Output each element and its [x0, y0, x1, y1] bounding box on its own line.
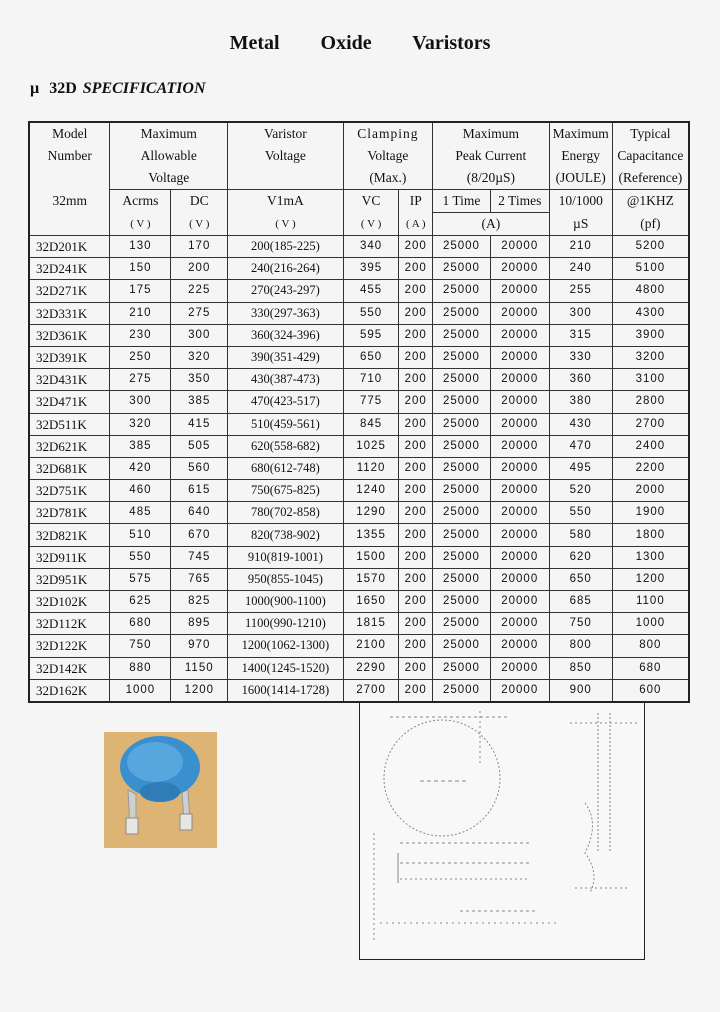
cell-acrms: 680	[110, 613, 171, 635]
varistor-photo	[104, 732, 217, 848]
cell-acrms: 625	[110, 591, 171, 613]
cell-acrms: 250	[110, 346, 171, 368]
cell-acrms: 275	[110, 369, 171, 391]
cell-acrms: 1000	[110, 679, 171, 702]
energy-sub-header: 10/1000	[549, 190, 612, 213]
table-row	[29, 657, 689, 679]
cell-capacitance: 4800	[612, 280, 689, 302]
cell-capacitance: 2800	[612, 391, 689, 413]
dimension-drawing-graphic	[360, 703, 644, 959]
cell-dc: 745	[171, 546, 228, 568]
spec-label: SPECIFICATION	[82, 80, 206, 97]
clamping-header-3: (Max.)	[343, 167, 432, 190]
cell-ip: 200	[399, 324, 433, 346]
cell-model: 32D271K	[29, 280, 110, 302]
cell-one-time: 25000	[433, 457, 491, 479]
peak-header-3: (8/20µS)	[433, 167, 550, 190]
two-times-header: 2 Times	[490, 190, 549, 213]
acrms-header: Acrms	[110, 190, 171, 213]
table-row	[29, 236, 689, 258]
cell-model: 32D162K	[29, 679, 110, 702]
cell-vc: 1240	[343, 480, 399, 502]
cell-two-times: 20000	[490, 568, 549, 590]
cell-capacitance: 3900	[612, 324, 689, 346]
table-row	[29, 568, 689, 590]
cell-v1ma: 950(855-1045)	[228, 568, 344, 590]
cell-vc: 2100	[343, 635, 399, 657]
unit-ip: ( A )	[399, 213, 433, 236]
cell-ip: 200	[399, 258, 433, 280]
cell-v1ma: 780(702-858)	[228, 502, 344, 524]
table-row	[29, 546, 689, 568]
cell-energy: 430	[549, 413, 612, 435]
table-row	[29, 613, 689, 635]
cell-dc: 615	[171, 480, 228, 502]
cell-dc: 415	[171, 413, 228, 435]
v1ma-header: V1mA	[228, 190, 344, 213]
cell-energy: 550	[549, 502, 612, 524]
peak-header-1: Maximum	[433, 122, 550, 145]
cell-capacitance: 5200	[612, 236, 689, 258]
cell-v1ma: 360(324-396)	[228, 324, 344, 346]
cell-one-time: 25000	[433, 502, 491, 524]
cell-model: 32D681K	[29, 457, 110, 479]
cell-ip: 200	[399, 635, 433, 657]
max-voltage-header-1: Maximum	[110, 122, 228, 145]
cell-energy: 520	[549, 480, 612, 502]
table-row	[29, 480, 689, 502]
section-heading	[30, 80, 206, 98]
cell-v1ma: 390(351-429)	[228, 346, 344, 368]
unit-energy: µS	[549, 213, 612, 236]
cell-dc: 670	[171, 524, 228, 546]
cell-two-times: 20000	[490, 302, 549, 324]
cell-acrms: 880	[110, 657, 171, 679]
page-title: Metal Oxide Varistors	[229, 32, 491, 54]
cell-model: 32D331K	[29, 302, 110, 324]
model-header-2: Number	[29, 145, 110, 167]
cell-vc: 550	[343, 302, 399, 324]
cell-v1ma: 910(819-1001)	[228, 546, 344, 568]
cell-ip: 200	[399, 591, 433, 613]
cell-vc: 340	[343, 236, 399, 258]
table-row	[29, 391, 689, 413]
cell-two-times: 20000	[490, 435, 549, 457]
energy-header-2: Energy	[549, 145, 612, 167]
cell-acrms: 575	[110, 568, 171, 590]
cell-vc: 710	[343, 369, 399, 391]
cell-dc: 825	[171, 591, 228, 613]
table-row	[29, 280, 689, 302]
cell-capacitance: 1100	[612, 591, 689, 613]
cell-ip: 200	[399, 413, 433, 435]
table-row	[29, 324, 689, 346]
cell-capacitance: 1900	[612, 502, 689, 524]
cell-capacitance: 3200	[612, 346, 689, 368]
cell-dc: 300	[171, 324, 228, 346]
cell-v1ma: 820(738-902)	[228, 524, 344, 546]
model-size-header	[29, 190, 110, 236]
cell-acrms: 420	[110, 457, 171, 479]
cell-ip: 200	[399, 236, 433, 258]
varistor-photo-graphic	[104, 732, 217, 848]
cell-one-time: 25000	[433, 679, 491, 702]
cell-energy: 210	[549, 236, 612, 258]
table-row	[29, 524, 689, 546]
cell-one-time: 25000	[433, 657, 491, 679]
cell-v1ma: 620(558-682)	[228, 435, 344, 457]
cell-dc: 640	[171, 502, 228, 524]
cell-one-time: 25000	[433, 635, 491, 657]
cell-ip: 200	[399, 613, 433, 635]
cell-ip: 200	[399, 280, 433, 302]
cell-capacitance: 4300	[612, 302, 689, 324]
cell-model: 32D102K	[29, 591, 110, 613]
table-row	[29, 302, 689, 324]
cell-two-times: 20000	[490, 480, 549, 502]
cell-model: 32D122K	[29, 635, 110, 657]
unit-cap: (pf)	[612, 213, 689, 236]
cell-two-times: 20000	[490, 679, 549, 702]
cell-v1ma: 470(423-517)	[228, 391, 344, 413]
cell-acrms: 385	[110, 435, 171, 457]
cell-vc: 1290	[343, 502, 399, 524]
cell-energy: 300	[549, 302, 612, 324]
table-row	[29, 413, 689, 435]
cell-dc: 385	[171, 391, 228, 413]
cell-dc: 1200	[171, 679, 228, 702]
cell-model: 32D431K	[29, 369, 110, 391]
cell-vc: 1570	[343, 568, 399, 590]
max-voltage-header-3: Voltage	[110, 167, 228, 190]
cell-v1ma: 510(459-561)	[228, 413, 344, 435]
unit-dc: ( V )	[171, 213, 228, 236]
series-label: 32D	[49, 80, 77, 97]
cell-one-time: 25000	[433, 546, 491, 568]
cell-ip: 200	[399, 435, 433, 457]
one-time-header: 1 Time	[433, 190, 491, 213]
vc-header: VC	[343, 190, 399, 213]
cell-acrms: 485	[110, 502, 171, 524]
cell-capacitance: 5100	[612, 258, 689, 280]
cell-vc: 1815	[343, 613, 399, 635]
cell-two-times: 20000	[490, 457, 549, 479]
cell-vc: 455	[343, 280, 399, 302]
cell-acrms: 210	[110, 302, 171, 324]
table-row	[29, 346, 689, 368]
cell-dc: 1150	[171, 657, 228, 679]
cell-dc: 970	[171, 635, 228, 657]
cell-one-time: 25000	[433, 280, 491, 302]
cell-two-times: 20000	[490, 635, 549, 657]
cell-one-time: 25000	[433, 324, 491, 346]
cell-two-times: 20000	[490, 613, 549, 635]
cell-capacitance: 1800	[612, 524, 689, 546]
cell-two-times: 20000	[490, 413, 549, 435]
cell-two-times: 20000	[490, 280, 549, 302]
cell-model: 32D241K	[29, 258, 110, 280]
cell-acrms: 510	[110, 524, 171, 546]
cell-v1ma: 270(243-297)	[228, 280, 344, 302]
cell-energy: 650	[549, 568, 612, 590]
cell-ip: 200	[399, 346, 433, 368]
clamping-header-1: Clamping	[343, 122, 432, 145]
cell-v1ma: 430(387-473)	[228, 369, 344, 391]
table-row	[29, 502, 689, 524]
cell-vc: 395	[343, 258, 399, 280]
cell-energy: 750	[549, 613, 612, 635]
cell-capacitance: 1300	[612, 546, 689, 568]
dc-header: DC	[171, 190, 228, 213]
cell-ip: 200	[399, 302, 433, 324]
cell-dc: 765	[171, 568, 228, 590]
cell-vc: 1025	[343, 435, 399, 457]
cell-capacitance: 3100	[612, 369, 689, 391]
cell-ip: 200	[399, 480, 433, 502]
cell-model: 32D361K	[29, 324, 110, 346]
cell-vc: 775	[343, 391, 399, 413]
cell-dc: 225	[171, 280, 228, 302]
cell-one-time: 25000	[433, 568, 491, 590]
cell-dc: 505	[171, 435, 228, 457]
cell-one-time: 25000	[433, 413, 491, 435]
cell-capacitance: 2400	[612, 435, 689, 457]
cell-v1ma: 680(612-748)	[228, 457, 344, 479]
cell-one-time: 25000	[433, 369, 491, 391]
cell-acrms: 300	[110, 391, 171, 413]
cell-acrms: 130	[110, 236, 171, 258]
cell-ip: 200	[399, 457, 433, 479]
cell-energy: 620	[549, 546, 612, 568]
cap-header-2: Capacitance	[612, 145, 689, 167]
cell-energy: 240	[549, 258, 612, 280]
cell-two-times: 20000	[490, 657, 549, 679]
cell-vc: 1120	[343, 457, 399, 479]
cell-ip: 200	[399, 391, 433, 413]
table-row	[29, 435, 689, 457]
max-voltage-header-2: Allowable	[110, 145, 228, 167]
cell-model: 32D781K	[29, 502, 110, 524]
cell-dc: 320	[171, 346, 228, 368]
table-row	[29, 258, 689, 280]
cell-capacitance: 2700	[612, 413, 689, 435]
cell-capacitance: 600	[612, 679, 689, 702]
cell-acrms: 460	[110, 480, 171, 502]
clamping-header-2: Voltage	[343, 145, 432, 167]
cell-ip: 200	[399, 369, 433, 391]
unit-v1ma: ( V )	[228, 213, 344, 236]
cell-dc: 560	[171, 457, 228, 479]
cell-one-time: 25000	[433, 258, 491, 280]
varistor-header-2: Voltage	[228, 145, 344, 167]
cell-acrms: 150	[110, 258, 171, 280]
cell-model: 32D391K	[29, 346, 110, 368]
cell-capacitance: 1000	[612, 613, 689, 635]
cell-ip: 200	[399, 502, 433, 524]
cell-ip: 200	[399, 524, 433, 546]
cell-model: 32D821K	[29, 524, 110, 546]
cell-model: 32D471K	[29, 391, 110, 413]
cell-capacitance: 1200	[612, 568, 689, 590]
model-header-3	[29, 167, 110, 190]
energy-header-1: Maximum	[549, 122, 612, 145]
table-row	[29, 591, 689, 613]
cell-v1ma: 200(185-225)	[228, 236, 344, 258]
cell-model: 32D621K	[29, 435, 110, 457]
cell-acrms: 175	[110, 280, 171, 302]
cell-dc: 200	[171, 258, 228, 280]
unit-vc: ( V )	[343, 213, 399, 236]
cell-vc: 2290	[343, 657, 399, 679]
cell-v1ma: 240(216-264)	[228, 258, 344, 280]
cell-one-time: 25000	[433, 480, 491, 502]
cell-v1ma: 750(675-825)	[228, 480, 344, 502]
cell-vc: 845	[343, 413, 399, 435]
cap-header-1: Typical	[612, 122, 689, 145]
cell-one-time: 25000	[433, 591, 491, 613]
table-row	[29, 369, 689, 391]
model-size-text: 32mm	[52, 192, 87, 208]
cell-energy: 255	[549, 280, 612, 302]
cell-energy: 685	[549, 591, 612, 613]
cell-vc: 1355	[343, 524, 399, 546]
cell-model: 32D911K	[29, 546, 110, 568]
cell-energy: 315	[549, 324, 612, 346]
cell-v1ma: 1200(1062-1300)	[228, 635, 344, 657]
cell-v1ma: 1600(1414-1728)	[228, 679, 344, 702]
unit-acrms: ( V )	[110, 213, 171, 236]
cell-two-times: 20000	[490, 591, 549, 613]
cell-acrms: 320	[110, 413, 171, 435]
energy-header-3: (JOULE)	[549, 167, 612, 190]
cell-two-times: 20000	[490, 524, 549, 546]
table-body	[29, 236, 689, 702]
cell-v1ma: 330(297-363)	[228, 302, 344, 324]
cap-sub-header: @1KHZ	[612, 190, 689, 213]
table-row	[29, 679, 689, 702]
varistor-header-blank	[228, 167, 344, 190]
cell-capacitance: 800	[612, 635, 689, 657]
cell-one-time: 25000	[433, 302, 491, 324]
cell-energy: 380	[549, 391, 612, 413]
cell-energy: 470	[549, 435, 612, 457]
cell-two-times: 20000	[490, 236, 549, 258]
cell-capacitance: 680	[612, 657, 689, 679]
dimension-drawing	[359, 702, 645, 960]
cap-header-3: (Reference)	[612, 167, 689, 190]
cell-model: 32D112K	[29, 613, 110, 635]
cell-dc: 350	[171, 369, 228, 391]
cell-one-time: 25000	[433, 435, 491, 457]
cell-model: 32D511K	[29, 413, 110, 435]
cell-v1ma: 1000(900-1100)	[228, 591, 344, 613]
cell-energy: 580	[549, 524, 612, 546]
cell-energy: 330	[549, 346, 612, 368]
cell-v1ma: 1400(1245-1520)	[228, 657, 344, 679]
cell-two-times: 20000	[490, 346, 549, 368]
cell-acrms: 750	[110, 635, 171, 657]
cell-one-time: 25000	[433, 346, 491, 368]
cell-two-times: 20000	[490, 546, 549, 568]
unit-peak: (A)	[433, 213, 550, 236]
cell-energy: 900	[549, 679, 612, 702]
cell-model: 32D142K	[29, 657, 110, 679]
cell-one-time: 25000	[433, 236, 491, 258]
cell-vc: 2700	[343, 679, 399, 702]
cell-model: 32D201K	[29, 236, 110, 258]
model-header-1: Model	[29, 122, 110, 145]
cell-ip: 200	[399, 568, 433, 590]
cell-two-times: 20000	[490, 391, 549, 413]
cell-vc: 1500	[343, 546, 399, 568]
cell-one-time: 25000	[433, 524, 491, 546]
cell-vc: 650	[343, 346, 399, 368]
cell-v1ma: 1100(990-1210)	[228, 613, 344, 635]
cell-one-time: 25000	[433, 391, 491, 413]
cell-energy: 850	[549, 657, 612, 679]
cell-two-times: 20000	[490, 258, 549, 280]
cell-dc: 275	[171, 302, 228, 324]
cell-energy: 360	[549, 369, 612, 391]
specification-table	[28, 121, 690, 703]
cell-one-time: 25000	[433, 613, 491, 635]
cell-model: 32D751K	[29, 480, 110, 502]
cell-dc: 170	[171, 236, 228, 258]
cell-two-times: 20000	[490, 502, 549, 524]
cell-dc: 895	[171, 613, 228, 635]
cell-energy: 800	[549, 635, 612, 657]
cell-energy: 495	[549, 457, 612, 479]
cell-capacitance: 2200	[612, 457, 689, 479]
peak-header-2: Peak Current	[433, 145, 550, 167]
mu-symbol: µ	[30, 80, 40, 97]
cell-two-times: 20000	[490, 369, 549, 391]
table-row	[29, 635, 689, 657]
cell-acrms: 550	[110, 546, 171, 568]
cell-model: 32D951K	[29, 568, 110, 590]
cell-capacitance: 2000	[612, 480, 689, 502]
cell-ip: 200	[399, 546, 433, 568]
table-row	[29, 457, 689, 479]
cell-vc: 595	[343, 324, 399, 346]
cell-ip: 200	[399, 679, 433, 702]
cell-vc: 1650	[343, 591, 399, 613]
cell-ip: 200	[399, 657, 433, 679]
cell-acrms: 230	[110, 324, 171, 346]
cell-two-times: 20000	[490, 324, 549, 346]
varistor-header-1: Varistor	[228, 122, 344, 145]
ip-header: IP	[399, 190, 433, 213]
